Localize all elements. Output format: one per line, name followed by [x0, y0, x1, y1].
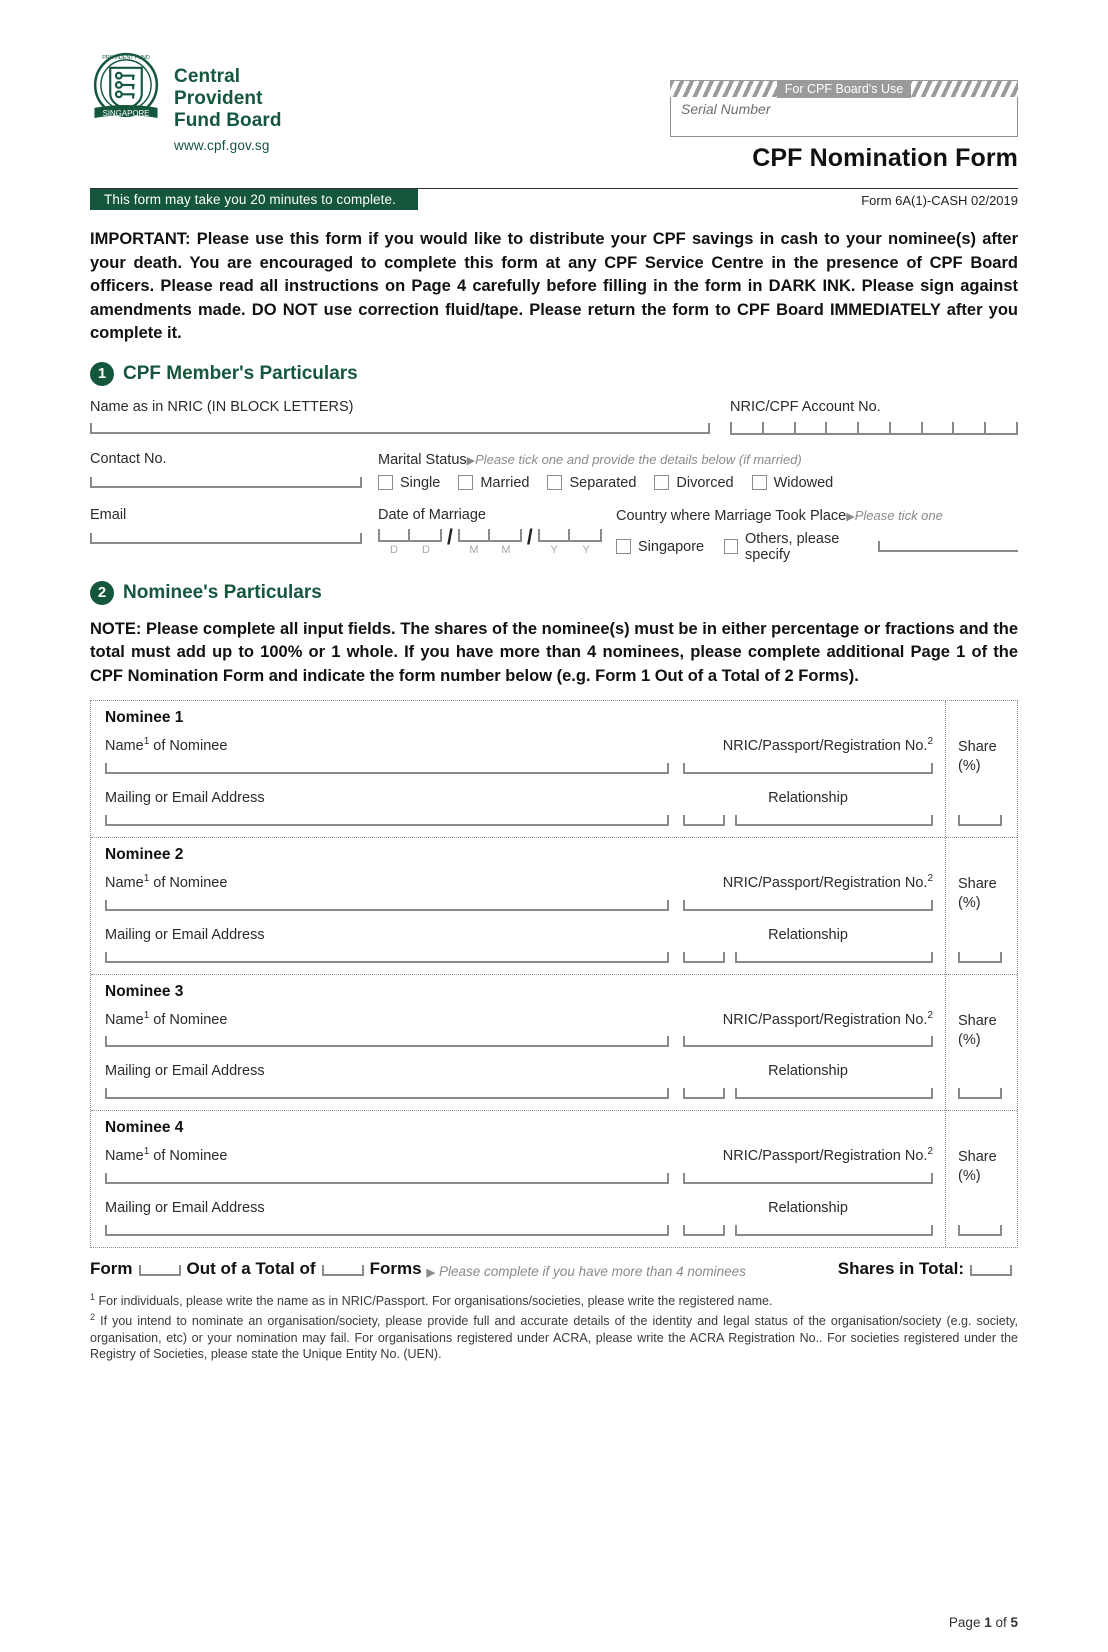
nominee-nric-group — [683, 736, 933, 774]
nric-cell[interactable] — [859, 422, 891, 435]
month-cell[interactable] — [490, 529, 522, 542]
share-header-label: Share — [958, 1012, 997, 1029]
nric-cell[interactable] — [986, 422, 1018, 435]
share-input[interactable] — [958, 1088, 1002, 1099]
nominee-name-input[interactable] — [105, 763, 669, 774]
date-separator-icon: / — [447, 525, 453, 549]
important-notice: IMPORTANT: Please use this form if you would like to distribute your CPF savings in cash to your nominee(s) after your death. You are encouraged to complete this form at any CPF Service Centre in the presence of CPF Board officers. Please read all instructions on Page 4 carefully before filling in the form in DARK INK. Please sign against amendments made. DO NOT use correction fluid/tape. Please return the form to CPF Board IMMEDIATELY after you complete it. — [90, 230, 1018, 342]
relationship-code-input[interactable] — [683, 952, 725, 963]
nominee-nric-label: NRIC/Passport/Registration No.$^2$ — [722, 736, 933, 754]
marital-option-separated[interactable] — [547, 475, 636, 491]
nominee-relationship-inputs — [683, 1088, 933, 1099]
nominee-relationship-label: Relationship — [768, 926, 848, 943]
share-spacer — [958, 913, 1007, 952]
footnote-2 — [90, 1309, 1018, 1361]
nominee-block — [91, 838, 945, 975]
country-option-label: Others, please specify — [745, 530, 840, 563]
nominee-address-line — [105, 1063, 933, 1099]
shares-total-group — [838, 1259, 1018, 1279]
board-use-hatched-bar — [670, 80, 1018, 97]
nric-cell[interactable] — [954, 422, 986, 435]
country-hint: Please tick one — [854, 507, 943, 523]
country-of-marriage-group — [616, 507, 1018, 563]
for-cpf-board-use-block — [670, 80, 1018, 137]
share-spacer — [958, 846, 1007, 875]
page-mid: of — [991, 1615, 1011, 1630]
page-prefix: Page — [948, 1615, 985, 1630]
marital-option-widowed[interactable] — [752, 475, 834, 491]
nominee-nric-group — [683, 873, 933, 911]
nric-cell[interactable] — [764, 422, 796, 435]
share-spacer — [958, 776, 1007, 815]
nominee-relationship-label: Relationship — [768, 1063, 848, 1080]
section-1-title: CPF Member's Particulars — [123, 362, 358, 384]
marital-option-married[interactable] — [458, 475, 529, 491]
nominee-name-label: Name$^1$ of Nominee — [105, 1146, 228, 1165]
marital-option-single[interactable] — [378, 475, 440, 491]
nominee-name-group — [105, 873, 669, 911]
nominee-fields-column — [91, 701, 945, 1247]
cpf-crest-icon — [90, 52, 162, 128]
date-of-marriage-input[interactable] — [378, 525, 602, 549]
nric-account-comb-input[interactable] — [730, 422, 1018, 435]
nominee-relationship-inputs — [683, 952, 933, 963]
nominee-address-input[interactable] — [105, 1088, 669, 1099]
section-2-heading — [90, 581, 1018, 605]
nominee-name-group — [105, 1146, 669, 1184]
share-cell — [946, 838, 1017, 975]
page-header — [90, 52, 1018, 182]
page-title: CPF Nomination Form — [752, 144, 1018, 172]
marital-status-label-row — [378, 451, 1018, 469]
email-marriage-row — [90, 507, 1018, 563]
cpf-nomination-form-page — [0, 52, 1108, 1652]
nominee-title: Nominee 2 — [105, 845, 184, 863]
nominee-address-group — [105, 1063, 669, 1099]
section-2-number: 2 — [90, 581, 114, 605]
share-spacer — [958, 1186, 1007, 1225]
nominee-name-line — [105, 736, 933, 774]
board-use-label: For CPF Board's Use — [777, 81, 911, 98]
share-spacer — [958, 709, 1007, 738]
relationship-input[interactable] — [735, 952, 933, 963]
cpf-website-url[interactable]: www.cpf.gov.sg — [174, 138, 270, 153]
nominee-relationship-group — [683, 927, 933, 963]
nominee-relationship-label: Relationship — [768, 1200, 848, 1217]
relationship-code-input[interactable] — [683, 815, 725, 826]
nominee-table — [90, 700, 1018, 1248]
serial-number-placeholder: Serial Number — [681, 101, 771, 117]
nominee-address-input[interactable] — [105, 1225, 669, 1236]
nominee-address-group — [105, 927, 669, 963]
cpf-wordmark — [174, 52, 282, 153]
date-of-marriage-group — [378, 507, 602, 556]
day-group[interactable] — [378, 529, 442, 542]
name-as-in-nric-input[interactable] — [90, 423, 710, 434]
contact-no-label: Contact No. — [90, 450, 167, 467]
caption-y: Y — [582, 543, 590, 556]
nric-cell[interactable] — [923, 422, 955, 435]
footnote-1-marker: 1 — [90, 1292, 96, 1303]
nominee-block — [91, 1111, 945, 1247]
share-cell — [946, 975, 1017, 1112]
relationship-input[interactable] — [735, 1225, 933, 1236]
nominee-address-label: Mailing or Email Address — [105, 1063, 265, 1080]
checkbox-icon[interactable] — [547, 475, 562, 490]
marital-option-divorced[interactable] — [654, 475, 733, 491]
date-separator-icon: / — [526, 525, 533, 549]
cpf-logo-block — [90, 52, 282, 153]
caption-d: D — [422, 543, 430, 556]
out-of-total-label: Out of a Total of — [186, 1259, 316, 1279]
totals-hint: Please complete if you have more than 4 nominees — [439, 1264, 746, 1280]
nominee-address-label: Mailing or Email Address — [105, 789, 265, 806]
share-input[interactable] — [958, 952, 1002, 963]
nominee-name-group — [105, 736, 669, 774]
nominee-title: Nominee 3 — [105, 982, 184, 1000]
page-current: 1 — [984, 1615, 992, 1630]
country-option-others[interactable] — [724, 531, 876, 563]
relationship-input[interactable] — [735, 815, 933, 826]
triangle-marker-icon: ▶ — [466, 454, 476, 467]
section-1-heading — [90, 362, 1018, 386]
nominee-block — [91, 975, 945, 1112]
nominee-name-label: Name$^1$ of Nominee — [105, 1009, 228, 1028]
name-as-in-nric-group — [90, 399, 710, 435]
forms-label: Forms — [369, 1259, 422, 1279]
share-input[interactable] — [958, 815, 1002, 826]
shares-in-total-label: Shares in Total: — [837, 1259, 964, 1279]
date-format-caption — [378, 544, 602, 556]
share-unit-label: (%) — [958, 758, 981, 774]
month-cell[interactable] — [458, 529, 490, 542]
country-options — [616, 531, 1018, 563]
year-cell[interactable] — [538, 529, 570, 542]
nominee-nric-label: NRIC/Passport/Registration No.$^2$ — [722, 1146, 933, 1165]
nric-account-label: NRIC/CPF Account No. — [730, 398, 881, 415]
nominee-name-label: Name$^1$ of Nominee — [105, 872, 228, 891]
nominee-note: NOTE: Please complete all input fields. The shares of the nominee(s) must be in either percentage or fractions and the total must add up to 100% or 1 whole. If you have more than 4 nominees, please complete additional Page 1 of the CPF Nomination Form and indicate the form number below (e.g. Form 1 Out of a Total of 2 Forms). — [90, 619, 1018, 685]
nominee-address-group — [105, 1200, 669, 1236]
marital-option-label: Single — [400, 474, 441, 491]
svg-text:SINGAPORE: SINGAPORE — [102, 108, 150, 118]
share-header-label: Share — [958, 739, 997, 755]
form-totals-row — [90, 1259, 1018, 1279]
month-group[interactable] — [458, 529, 522, 542]
caption-d: D — [390, 543, 398, 556]
share-spacer — [958, 1119, 1007, 1148]
email-input[interactable] — [90, 533, 362, 544]
share-spacer — [958, 1050, 1007, 1089]
page-total: 5 — [1010, 1615, 1018, 1630]
day-cell[interactable] — [378, 529, 410, 542]
member-name-row — [90, 399, 1018, 435]
share-unit-label: (%) — [958, 894, 981, 911]
country-label-row — [616, 507, 1018, 525]
marital-option-label: Divorced — [676, 474, 734, 491]
triangle-marker-icon: ▶ — [846, 510, 855, 523]
nominee-name-input[interactable] — [105, 1036, 669, 1047]
nominee-nric-label: NRIC/Passport/Registration No.$^2$ — [722, 1009, 933, 1028]
nominee-address-line — [105, 790, 933, 826]
footnote-2-text: If you intend to nominate an organisation/society, please provide full and accurate details of the identity and legal status of the organisation/society (e.g. society, organisation, etc) or your nomination may fail. For organisations registered under ACRA, please write the ACRA Registration No.. For societies registered under the Registry of Societies, please state the Unique Entity No. (UEN). — [90, 1314, 1018, 1361]
relationship-input[interactable] — [735, 1088, 933, 1099]
org-name-line-2: Provident — [174, 88, 263, 109]
nominee-relationship-label: Relationship — [768, 789, 848, 806]
marital-status-label: Marital Status — [378, 451, 467, 468]
footnote-1 — [90, 1289, 1018, 1309]
share-header-label: Share — [958, 875, 997, 892]
nominee-relationship-group — [683, 1063, 933, 1099]
nominee-title: Nominee 4 — [105, 1119, 184, 1137]
contact-no-group — [90, 451, 362, 491]
svg-text:PROVIDENT FUND: PROVIDENT FUND — [102, 55, 150, 62]
checkbox-icon[interactable] — [458, 475, 473, 490]
nominee-nric-label: NRIC/Passport/Registration No.$^2$ — [722, 872, 933, 891]
nominee-name-line — [105, 1146, 933, 1184]
country-option-label: Singapore — [638, 538, 705, 555]
nominee-nric-input[interactable] — [683, 763, 933, 774]
year-cell[interactable] — [570, 529, 602, 542]
share-spacer — [958, 983, 1007, 1012]
email-group — [90, 507, 362, 544]
share-unit-label: (%) — [958, 1168, 981, 1185]
nominee-title: Nominee 1 — [105, 709, 184, 726]
country-option-singapore[interactable] — [616, 539, 704, 555]
marital-status-hint: Please tick one and provide the details below (if married) — [475, 451, 802, 467]
nominee-nric-input[interactable] — [683, 1036, 933, 1047]
nominee-address-input[interactable] — [105, 952, 669, 963]
nric-cell[interactable] — [730, 422, 764, 435]
nominee-address-input[interactable] — [105, 815, 669, 826]
page-number — [949, 1615, 1018, 1630]
email-label: Email — [90, 506, 127, 523]
nric-cell[interactable] — [827, 422, 859, 435]
nominee-block — [91, 701, 945, 838]
nominee-address-label: Mailing or Email Address — [105, 1200, 265, 1217]
checkbox-icon[interactable] — [378, 475, 393, 490]
contact-no-input[interactable] — [90, 477, 362, 488]
year-group[interactable] — [538, 529, 602, 542]
nominee-nric-input[interactable] — [683, 1173, 933, 1184]
country-specify-input[interactable] — [878, 541, 1018, 552]
share-unit-label: (%) — [958, 1031, 981, 1048]
nominee-address-label: Mailing or Email Address — [105, 926, 265, 943]
relationship-code-input[interactable] — [683, 1088, 725, 1099]
name-as-in-nric-label: Name as in NRIC (IN BLOCK LETTERS) — [90, 398, 354, 415]
checkbox-icon[interactable] — [752, 475, 767, 490]
share-header-label: Share — [958, 1149, 997, 1166]
shares-in-total-input[interactable] — [970, 1265, 1012, 1276]
country-of-marriage-label: Country where Marriage Took Place — [616, 507, 847, 524]
org-name-line-1: Central — [174, 66, 241, 87]
nominee-address-group — [105, 790, 669, 826]
nominee-name-line — [105, 1010, 933, 1048]
nominee-nric-group — [683, 1146, 933, 1184]
nominee-relationship-inputs — [683, 815, 933, 826]
nric-cell[interactable] — [891, 422, 923, 435]
triangle-marker-icon: ▶ — [426, 1267, 435, 1280]
org-name-line-3: Fund Board — [174, 110, 282, 131]
nominee-relationship-group — [683, 1200, 933, 1236]
nominee-name-input[interactable] — [105, 1173, 669, 1184]
nominee-nric-input[interactable] — [683, 900, 933, 911]
footnotes — [90, 1289, 1018, 1361]
nominee-name-group — [105, 1010, 669, 1048]
checkbox-icon[interactable] — [654, 475, 669, 490]
marital-option-label: Married — [480, 474, 530, 491]
nric-account-group — [730, 399, 1018, 435]
nominee-name-input[interactable] — [105, 900, 669, 911]
checkbox-icon[interactable] — [724, 539, 738, 554]
footnote-1-text: For individuals, please write the name as in NRIC/Passport. For organisations/societies, please write the registered name. — [98, 1294, 773, 1309]
total-forms-input[interactable] — [322, 1265, 364, 1276]
caption-m: M — [469, 543, 479, 556]
form-count-label: Form — [90, 1259, 133, 1279]
relationship-code-input[interactable] — [683, 1225, 725, 1236]
caption-m: M — [501, 543, 511, 556]
nominee-address-line — [105, 927, 933, 963]
caption-y: Y — [550, 543, 558, 556]
strip-row — [90, 188, 1018, 214]
contact-marital-row — [90, 451, 1018, 491]
nominee-name-line — [105, 873, 933, 911]
form-code-label: Form 6A(1)-CASH 02/2019 — [861, 193, 1018, 208]
date-of-marriage-label: Date of Marriage — [378, 506, 486, 523]
serial-number-field[interactable] — [670, 97, 1018, 137]
share-cell — [946, 701, 1017, 838]
section-1-number: 1 — [90, 362, 114, 386]
nominee-address-line — [105, 1200, 933, 1236]
form-number-input[interactable] — [139, 1265, 181, 1276]
marital-option-label: Widowed — [773, 474, 834, 491]
marital-option-label: Separated — [569, 474, 637, 491]
nominee-nric-group — [683, 1010, 933, 1048]
footnote-2-marker: 2 — [90, 1312, 96, 1323]
share-column — [945, 701, 1017, 1247]
share-input[interactable] — [958, 1225, 1002, 1236]
nric-cell[interactable] — [796, 422, 828, 435]
marital-status-options — [378, 475, 1018, 491]
time-estimate-banner: This form may take you 20 minutes to complete. — [90, 189, 418, 210]
nominee-name-label: Name$^1$ of Nominee — [105, 736, 228, 754]
marital-status-group — [378, 451, 1018, 491]
section-2-title: Nominee's Particulars — [123, 581, 322, 603]
share-cell — [946, 1111, 1017, 1247]
day-cell[interactable] — [410, 529, 442, 542]
checkbox-icon[interactable] — [616, 539, 631, 554]
nominee-relationship-group — [683, 790, 933, 826]
nominee-relationship-inputs — [683, 1225, 933, 1236]
